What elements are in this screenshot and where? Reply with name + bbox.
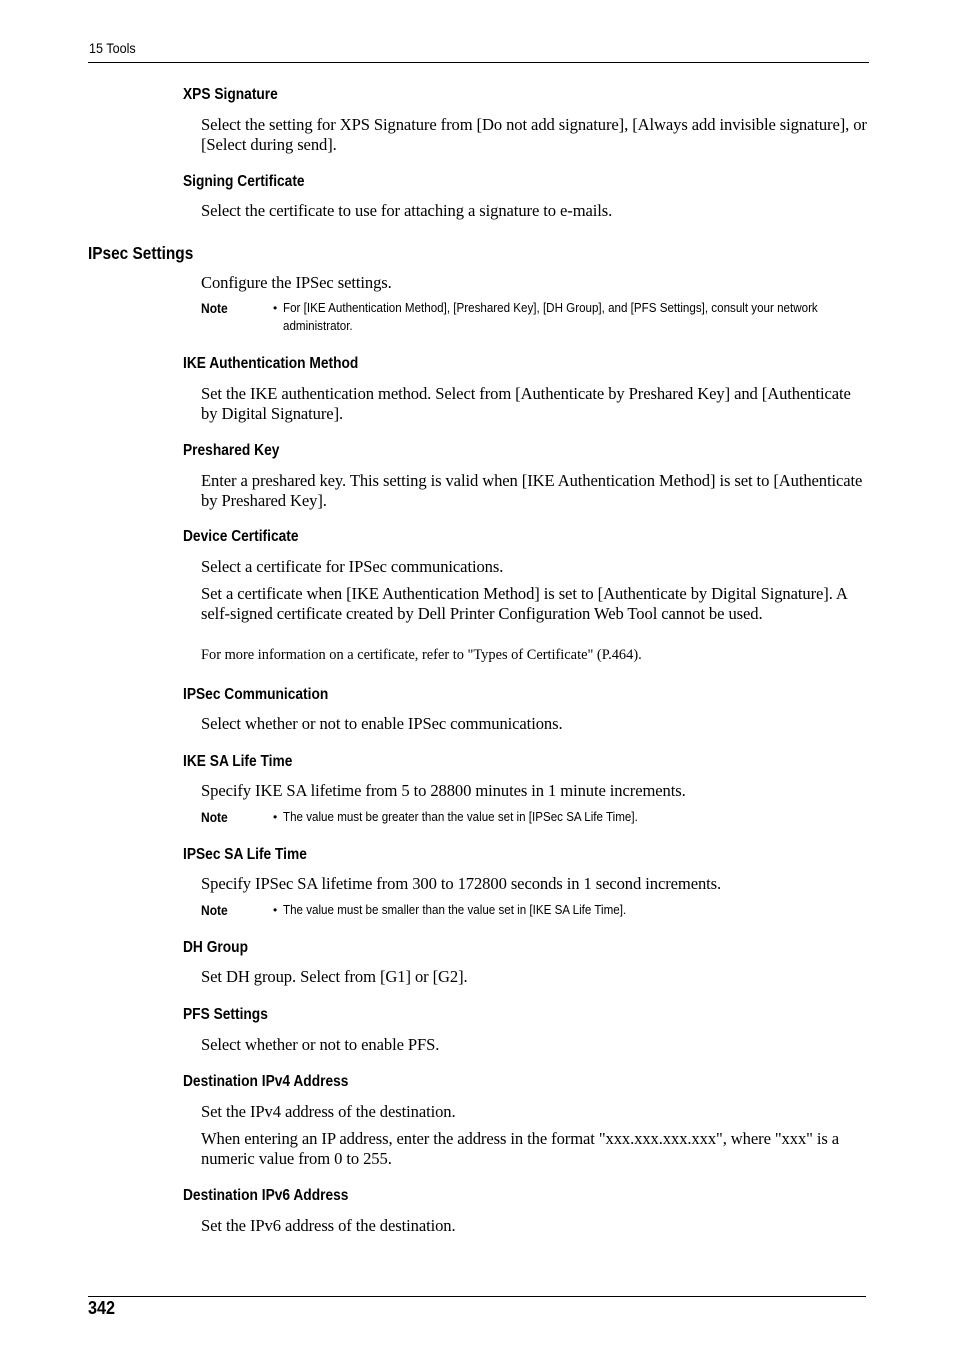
footer-rule — [88, 1296, 866, 1297]
note-label: Note — [201, 300, 228, 316]
pfs-settings-heading: PFS Settings — [183, 1006, 268, 1023]
preshared-key-text: Enter a preshared key. This setting is valid when [IKE Authentication Method] is set to [Authenticate by Preshared Key]. — [201, 471, 863, 510]
note-bullet: • — [273, 301, 278, 315]
device-certificate-reference: For more information on a certificate, refer to "Types of Certificate" (P.464). — [201, 647, 642, 663]
ike-auth-method-heading: IKE Authentication Method — [183, 355, 359, 372]
preshared-key-heading: Preshared Key — [183, 442, 280, 459]
device-certificate-heading: Device Certificate — [183, 528, 299, 545]
note-label: Note — [201, 902, 228, 918]
signing-certificate-heading: Signing Certificate — [183, 173, 305, 190]
ike-sa-life-time-heading: IKE SA Life Time — [183, 753, 293, 770]
dest-ipv4-text-2: When entering an IP address, enter the address in the format "xxx.xxx.xxx.xxx", where "xxx" is a numeric value from 0 to 255. — [201, 1129, 840, 1168]
dest-ipv4-text-1: Set the IPv4 address of the destination. — [201, 1102, 456, 1121]
device-certificate-text-2: Set a certificate when [IKE Authentication Method] is set to [Authenticate by Digital Signature]. A self-signed certificate created by Dell Printer Configuration Web Tool cannot be used. — [201, 584, 847, 623]
ipsec-communication-heading: IPSec Communication — [183, 686, 329, 703]
ipsec-communication-text: Select whether or not to enable IPSec communications. — [201, 714, 563, 733]
note-label: Note — [201, 809, 228, 825]
device-certificate-text-1: Select a certificate for IPSec communications. — [201, 557, 504, 576]
pfs-settings-text: Select whether or not to enable PFS. — [201, 1035, 440, 1054]
xps-signature-heading: XPS Signature — [183, 86, 278, 103]
page-number: 342 — [88, 1298, 116, 1318]
running-header: 15 Tools — [89, 40, 136, 56]
ipsec-settings-heading: IPsec Settings — [88, 243, 194, 263]
ike-auth-method-text: Set the IKE authentication method. Select from [Authenticate by Preshared Key] and [Authenticate by Digital Signature]. — [201, 384, 851, 423]
ipsec-sa-life-time-text: Specify IPSec SA lifetime from 300 to 172800 seconds in 1 second increments. — [201, 874, 722, 893]
dest-ipv6-text: Set the IPv6 address of the destination. — [201, 1216, 456, 1235]
dh-group-heading: DH Group — [183, 939, 248, 956]
ipsec-sa-life-time-heading: IPSec SA Life Time — [183, 846, 307, 863]
ipsec-sa-life-time-note: The value must be smaller than the value set in [IKE SA Life Time]. — [283, 902, 627, 917]
ipsec-settings-note: For [IKE Authentication Method], [Preshared Key], [DH Group], and [PFS Settings], consult your network administrator. — [283, 300, 818, 333]
note-bullet: • — [273, 903, 278, 917]
ipsec-settings-text: Configure the IPSec settings. — [201, 273, 392, 292]
signing-certificate-text: Select the certificate to use for attaching a signature to e-mails. — [201, 201, 613, 220]
ike-sa-life-time-note: The value must be greater than the value set in [IPSec SA Life Time]. — [283, 809, 638, 824]
dest-ipv6-heading: Destination IPv6 Address — [183, 1187, 349, 1204]
header-rule — [88, 62, 869, 63]
xps-signature-text: Select the setting for XPS Signature from [Do not add signature], [Always add invisible signature], or [Select during send]. — [201, 115, 867, 154]
dest-ipv4-heading: Destination IPv4 Address — [183, 1073, 349, 1090]
note-bullet: • — [273, 810, 278, 824]
dh-group-text: Set DH group. Select from [G1] or [G2]. — [201, 967, 468, 986]
ike-sa-life-time-text: Specify IKE SA lifetime from 5 to 28800 minutes in 1 minute increments. — [201, 781, 686, 800]
